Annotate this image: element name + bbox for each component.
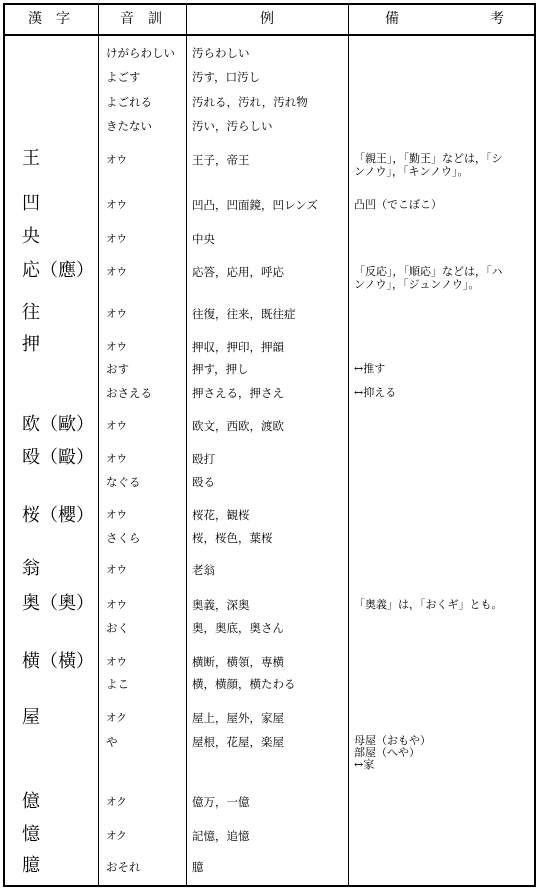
kanji-cell: 凹 [22,193,40,214]
column-divider [186,3,187,887]
column-divider [348,3,349,887]
kanji-cell: 横（橫） [22,651,94,672]
reading-cell: オウ [106,656,127,668]
note-cell: ↔推す [354,362,386,375]
reading-cell: よごす [106,70,141,84]
reading-cell: や [106,735,118,749]
example-cell: 押収，押印，押韻 [192,340,284,354]
reading-cell: おく [106,621,129,635]
reading-cell: オウ [106,564,127,576]
reading-cell: オウ [106,199,127,211]
kanji-cell: 屋 [22,707,40,728]
example-cell: 殴る [192,475,215,489]
header-reading: 音 訓 [120,11,162,27]
example-cell: 欧文，西欧，渡欧 [192,419,284,433]
example-cell: 汚らわしい [192,46,250,60]
reading-cell: なぐる [106,475,141,489]
example-cell: 老翁 [192,563,215,577]
example-cell: 横，横顔，横たわる [192,677,296,691]
example-cell: 応答，応用，呼応 [192,265,284,279]
note-cell: 凸凹（でこぼこ） [354,198,442,211]
example-cell: 汚す，口汚し [192,70,261,84]
note-cell: ↔抑える [354,386,397,399]
kanji-cell: 押 [22,334,40,355]
header-notes-2: 考 [490,11,504,27]
kanji-cell: 欧（歐） [22,414,94,435]
reading-cell: よごれる [106,95,152,109]
example-cell: 往復，往来，既往症 [192,307,296,321]
note-cell: 「親王」，「勤王」などは，「シ [354,152,503,165]
kanji-cell: 央 [22,226,40,247]
reading-cell: オウ [106,599,127,611]
example-cell: 押さえる，押さえ [192,386,284,400]
note-cell: ンノウ」，「ジュンノウ」。 [354,278,480,291]
example-cell: 凹凸，凹面鏡，凹レンズ [192,198,318,212]
column-divider [98,3,99,887]
reading-cell: オク [106,712,127,724]
reading-cell: よこ [106,677,129,691]
header-example: 例 [260,11,274,27]
note-cell: ↔家 [354,758,375,771]
example-cell: 奥義，深奥 [192,598,250,612]
reading-cell: オウ [106,154,127,166]
kanji-cell: 億 [22,791,40,812]
reading-cell: おそれ [106,860,141,874]
reading-cell: オク [106,830,127,842]
example-cell: 横断，横領，専横 [192,655,284,669]
kanji-cell: 殴（毆） [22,447,94,468]
reading-cell: オウ [106,509,127,521]
kanji-cell: 奥（奧） [22,593,94,614]
note-cell: ンノウ」，「キンノウ」。 [354,165,469,178]
reading-cell: オウ [106,420,127,432]
kanji-cell: 王 [22,148,40,169]
example-cell: 中央 [192,232,215,246]
kanji-cell: 憶 [22,824,40,845]
header-kanji: 漢 字 [28,11,70,27]
reading-cell: おさえる [106,386,152,400]
note-cell: 「奥義」は，「おくギ」とも。 [354,598,503,611]
kanji-cell: 応（應） [22,260,94,281]
example-cell: 屋根，花屋，楽屋 [192,735,284,749]
example-cell: 記憶，追憶 [192,829,250,843]
note-cell: 部屋（へや） [354,746,420,759]
reading-cell: オウ [106,341,127,353]
reading-cell: オウ [106,266,127,278]
kanji-cell: 翁 [22,558,40,579]
example-cell: 臆 [192,860,204,874]
example-cell: 桜，桜色，葉桜 [192,531,273,545]
example-cell: 屋上，屋外，家屋 [192,711,284,725]
kanji-cell: 往 [22,302,40,323]
kanji-cell: 臆 [22,855,40,876]
note-cell: 「反応」，「順応」などは，「ハ [354,265,503,278]
reading-cell: おす [106,362,129,376]
example-cell: 汚れる，汚れ，汚れ物 [192,95,308,109]
example-cell: 億万，一億 [192,795,250,809]
reading-cell: オウ [106,453,127,465]
reading-cell: オク [106,796,127,808]
reading-cell: オウ [106,308,127,320]
example-cell: 殴打 [192,452,215,466]
example-cell: 王子，帝王 [192,153,250,167]
example-cell: 奥，奥底，奥さん [192,621,284,635]
example-cell: 押す，押し [192,362,249,376]
kanji-cell: 桜（櫻） [22,505,94,526]
header-notes: 備 [385,11,399,27]
reading-cell: さくら [106,531,141,545]
example-cell: 桜花，観桜 [192,508,250,522]
reading-cell: オウ [106,233,127,245]
reading-cell: けがらわしい [106,46,175,60]
header-divider [3,34,536,36]
example-cell: 汚い，汚らしい [192,119,273,133]
reading-cell: きたない [106,119,152,133]
note-cell: 母屋（おもや） [354,734,431,747]
